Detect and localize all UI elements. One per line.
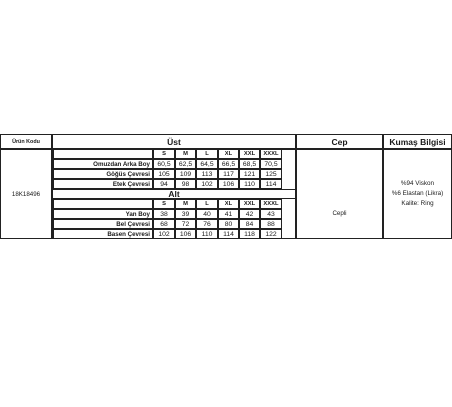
fabric-line: Kalite: Ring <box>401 200 434 207</box>
fabric-line: %94 Viskon <box>400 180 435 187</box>
measure-value: 43 <box>260 209 282 219</box>
measure-value: 80 <box>218 219 239 229</box>
size-header-blank <box>53 199 153 209</box>
measure-value: 94 <box>153 179 175 189</box>
measure-label: Basen Çevresi <box>53 229 153 239</box>
measure-value: 42 <box>239 209 260 219</box>
measure-value: 68,5 <box>239 159 260 169</box>
product-code-value: 18K18496 <box>0 149 52 239</box>
size-header-5: XXXL <box>260 149 282 159</box>
measure-label: Göğüs Çevresi <box>53 169 153 179</box>
size-header-1: M <box>175 149 196 159</box>
size-header-4: XXL <box>239 199 260 209</box>
size-header-0: S <box>153 149 175 159</box>
measure-value: 113 <box>196 169 218 179</box>
measure-value: 110 <box>239 179 260 189</box>
measure-value: 76 <box>196 219 218 229</box>
size-header-4: XXL <box>239 149 260 159</box>
fabric-info-block <box>383 149 452 239</box>
measure-value: 114 <box>260 179 282 189</box>
measure-label: Omuzdan Arka Boy <box>53 159 153 169</box>
measure-value: 110 <box>196 229 218 239</box>
measure-value: 62,5 <box>175 159 196 169</box>
measure-value: 125 <box>260 169 282 179</box>
pocket-header: Cep <box>296 134 383 149</box>
measure-value: 102 <box>153 229 175 239</box>
measure-value: 84 <box>239 219 260 229</box>
measure-value: 106 <box>218 179 239 189</box>
measure-value: 105 <box>153 169 175 179</box>
measure-value: 72 <box>175 219 196 229</box>
measure-label: Etek Çevresi <box>53 179 153 189</box>
measure-value: 64,5 <box>196 159 218 169</box>
measure-value: 121 <box>239 169 260 179</box>
measure-value: 106 <box>175 229 196 239</box>
pocket-value: Cepli <box>296 149 383 239</box>
measure-label: Bel Çevresi <box>53 219 153 229</box>
measure-value: 118 <box>239 229 260 239</box>
measure-value: 38 <box>153 209 175 219</box>
size-header-2: L <box>196 149 218 159</box>
measure-value: 98 <box>175 179 196 189</box>
measure-value: 88 <box>260 219 282 229</box>
lower-header: Alt <box>52 189 296 199</box>
size-header-2: L <box>196 199 218 209</box>
fabric-info-header: Kumaş Bilgisi <box>383 134 452 149</box>
measure-value: 70,5 <box>260 159 282 169</box>
measure-value: 114 <box>218 229 239 239</box>
measure-value: 117 <box>218 169 239 179</box>
measure-value: 39 <box>175 209 196 219</box>
product-code-header: Ürün Kodu <box>0 134 52 149</box>
size-header-3: XL <box>218 149 239 159</box>
size-header-5: XXXL <box>260 199 282 209</box>
size-header-3: XL <box>218 199 239 209</box>
size-header-blank <box>53 149 153 159</box>
upper-header: Üst <box>52 134 296 149</box>
measure-value: 66,5 <box>218 159 239 169</box>
measure-value: 41 <box>218 209 239 219</box>
measure-value: 68 <box>153 219 175 229</box>
measure-value: 102 <box>196 179 218 189</box>
measure-label: Yan Boy <box>53 209 153 219</box>
measure-value: 60,5 <box>153 159 175 169</box>
fabric-line: %6 Elastan (Likra) <box>391 190 444 197</box>
size-chart-table <box>0 134 452 239</box>
measure-value: 40 <box>196 209 218 219</box>
measure-value: 109 <box>175 169 196 179</box>
size-header-0: S <box>153 199 175 209</box>
size-header-1: M <box>175 199 196 209</box>
measure-value: 122 <box>260 229 282 239</box>
